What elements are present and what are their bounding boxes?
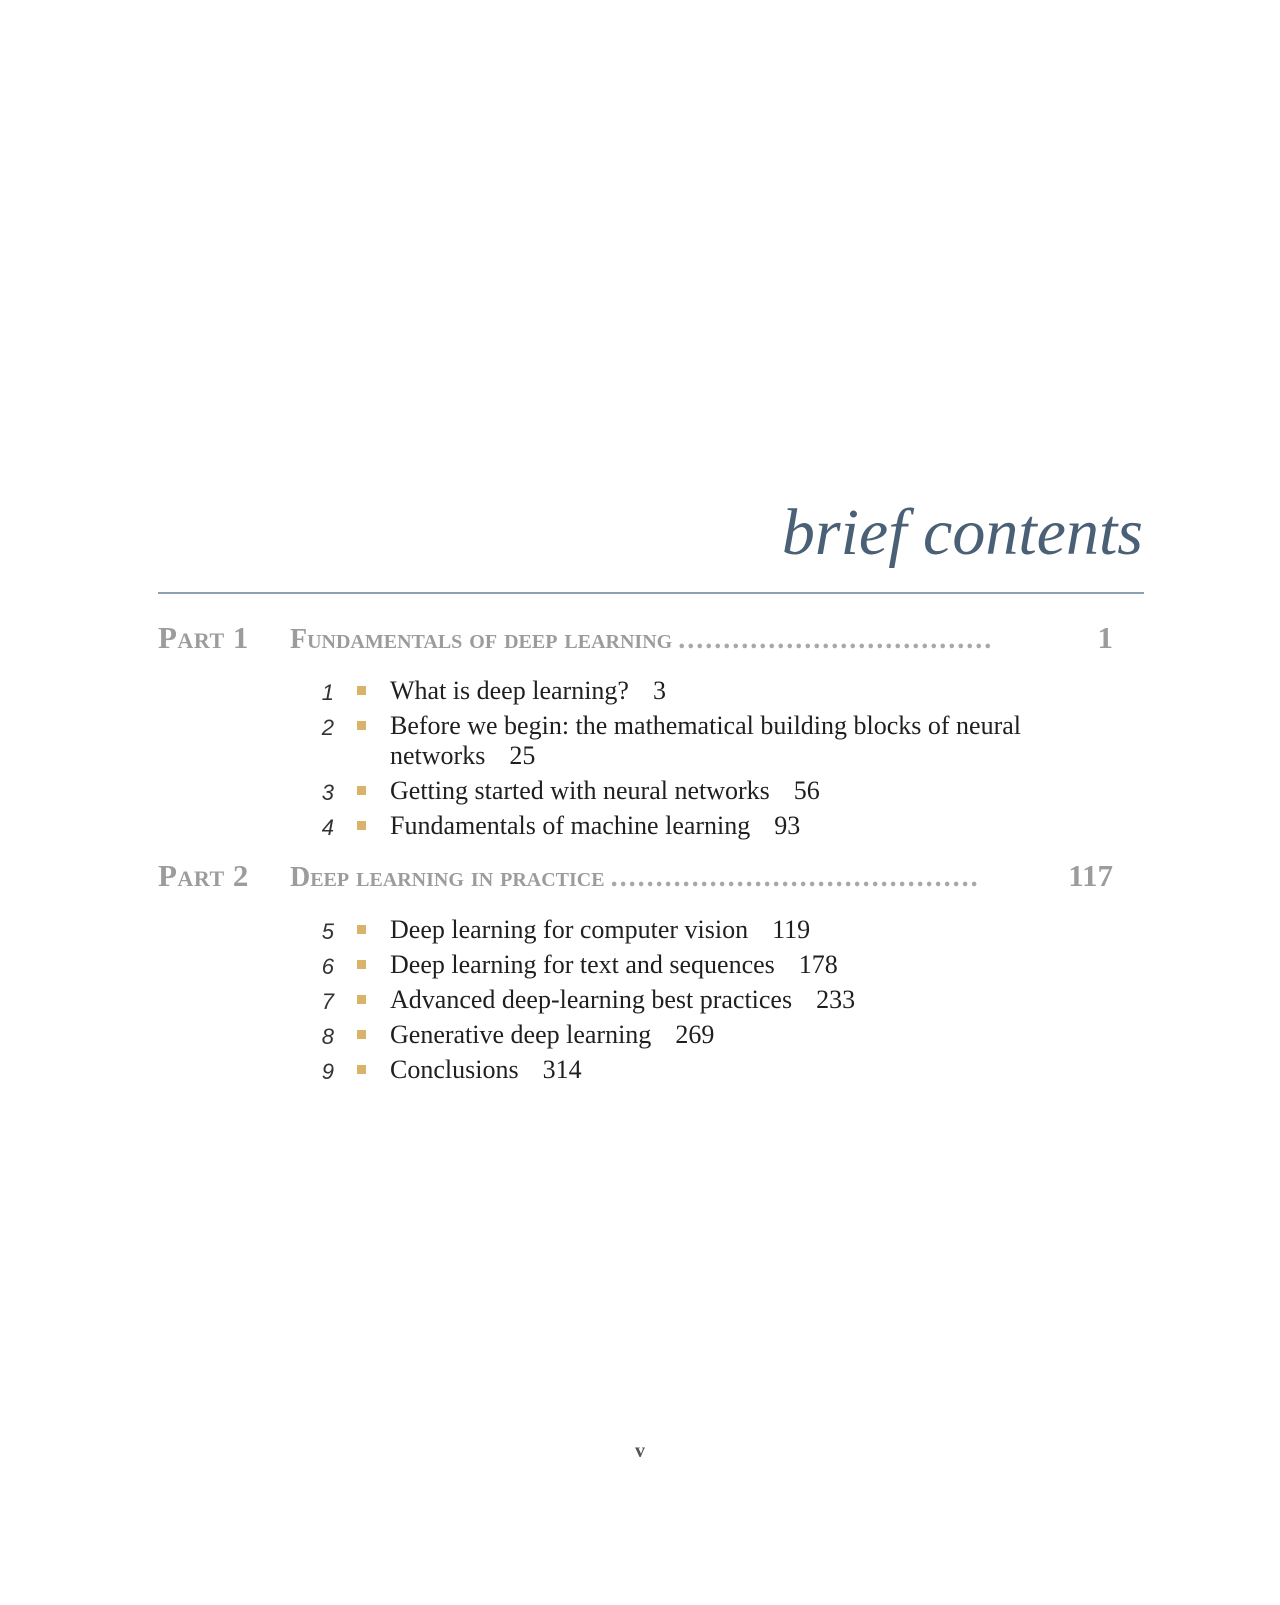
chapter-page-number: 119 — [772, 915, 811, 944]
chapter-page-number: 314 — [542, 1055, 582, 1084]
chapter-number: 6 — [321, 954, 334, 979]
chapter-text — [390, 711, 1100, 771]
chapter-text — [390, 776, 1100, 806]
part-heading-2[interactable] — [158, 858, 1113, 898]
chapter-page-number: 269 — [675, 1020, 715, 1049]
chapter-number: 2 — [321, 715, 334, 740]
chapter-number: 9 — [321, 1059, 334, 1084]
part-heading-1[interactable] — [158, 620, 1113, 660]
part-title: Deep learning in practice — [290, 862, 605, 893]
chapter-title: Generative deep learning — [390, 1020, 652, 1049]
chapter-page-number: 3 — [652, 676, 666, 705]
bullet-square-icon — [357, 1030, 366, 1039]
chapter-title: Deep learning for text and sequences — [390, 950, 775, 979]
chapter-title: What is deep learning? — [390, 676, 629, 705]
bullet-square-icon — [357, 786, 366, 795]
bullet-square-icon — [357, 960, 366, 969]
chapter-title: Fundamentals of machine learning — [390, 811, 751, 840]
chapter-page-number: 178 — [798, 950, 838, 979]
chapter-title: Conclusions — [390, 1055, 519, 1084]
chapter-title: Before we begin: the mathematical building blocks of neural networks — [390, 711, 1022, 770]
bullet-square-icon — [357, 721, 366, 730]
chapter-title: Getting started with neural networks — [390, 776, 770, 805]
chapter-page-number: 56 — [793, 776, 820, 805]
chapter-number: 8 — [321, 1024, 334, 1049]
part-title-row — [290, 620, 1113, 656]
part-title: Fundamentals of deep learning — [290, 624, 673, 655]
chapter-text — [390, 1020, 1100, 1050]
chapter-number: 1 — [321, 680, 334, 705]
chapter-text — [390, 950, 1100, 980]
chapter-text — [390, 811, 1100, 841]
part-title-row — [290, 858, 1113, 894]
page-title: brief contents — [781, 496, 1143, 569]
chapter-page-number: 233 — [816, 985, 856, 1014]
part-page-number: 117 — [1068, 858, 1113, 893]
chapter-page-number: 25 — [509, 741, 536, 770]
chapter-number: 3 — [321, 780, 334, 805]
chapter-text — [390, 676, 1100, 706]
title-divider — [158, 592, 1144, 594]
chapter-text — [390, 915, 1100, 945]
dot-leader: ......................................... — [610, 862, 980, 893]
chapter-text — [390, 1055, 1100, 1085]
part-label: Part 2 — [158, 858, 249, 893]
bullet-square-icon — [357, 821, 366, 830]
part-page-number: 1 — [1097, 620, 1113, 655]
chapter-number: 4 — [321, 815, 334, 840]
chapter-number: 7 — [321, 989, 334, 1014]
chapter-number: 5 — [321, 919, 334, 944]
part-label: Part 1 — [158, 620, 249, 655]
chapter-page-number: 93 — [774, 811, 801, 840]
chapter-text — [390, 985, 1100, 1015]
bullet-square-icon — [357, 925, 366, 934]
page-folio: v — [635, 1440, 645, 1462]
bullet-square-icon — [357, 686, 366, 695]
dot-leader: ................................... — [678, 624, 994, 655]
bullet-square-icon — [357, 995, 366, 1004]
bullet-square-icon — [357, 1065, 366, 1074]
chapter-title: Deep learning for computer vision — [390, 915, 749, 944]
chapter-title: Advanced deep-learning best practices — [390, 985, 793, 1014]
